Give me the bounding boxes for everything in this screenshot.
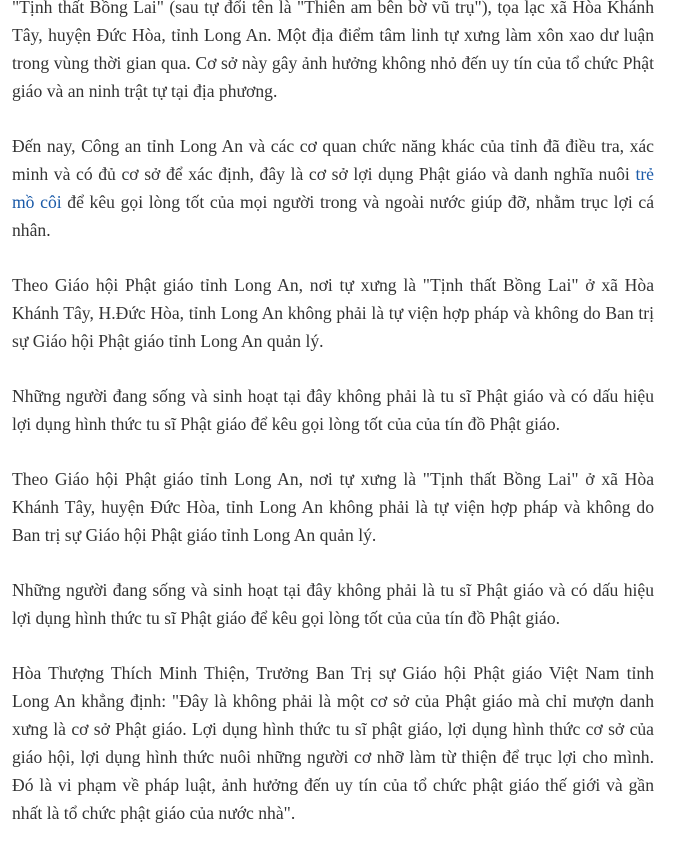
- paragraph-text: Đến nay, Công an tỉnh Long An và các cơ quan chức năng khác của tỉnh đã điều tra, xác minh và có đủ cơ sở để xác định, đây là cơ sở lợi dụng Phật giáo và danh nghĩa nuôi: [12, 136, 654, 184]
- paragraph-text: để kêu gọi lòng tốt của mọi người trong và ngoài nước giúp đỡ, nhằm trục lợi cá nhân.: [12, 192, 655, 240]
- article-body: [12, 0, 654, 854]
- article-paragraph-7: Hòa Thượng Thích Minh Thiện, Trưởng Ban Trị sự Giáo hội Phật giáo Việt Nam tỉnh Long An khẳng định: "Đây là không phải là một cơ sở của Phật giáo mà chỉ mượn danh xưng là cơ sở Phật giáo. Lợi dụng hình thức tu sĩ phật giáo, lợi dụng hình thức cơ sở của giáo hội, lợi dụng hình thức nuôi những người cơ nhỡ làm từ thiện để trục lợi cho mình. Đó là vi phạm về pháp luật, ảnh hưởng đến uy tín của tổ chức phật giáo thế giới và gần nhất là tổ chức phật giáo của nước nhà".: [12, 663, 654, 823]
- article-paragraph-4: Những người đang sống và sinh hoạt tại đây không phải là tu sĩ Phật giáo và có dấu hiệu lợi dụng hình thức tu sĩ Phật giáo để kêu gọi lòng tốt của của tín đồ Phật giáo.: [12, 386, 654, 434]
- article-paragraph-3: Theo Giáo hội Phật giáo tỉnh Long An, nơi tự xưng là "Tịnh thất Bồng Lai" ở xã Hòa Khánh Tây, H.Đức Hòa, tỉnh Long An không phải là tự viện hợp pháp và không do Ban trị sự Giáo hội Phật giáo tỉnh Long An quản lý.: [12, 275, 654, 351]
- orphan-children-link[interactable]: trẻ mồ côi: [12, 164, 654, 212]
- article-paragraph-6: Những người đang sống và sinh hoạt tại đây không phải là tu sĩ Phật giáo và có dấu hiệu lợi dụng hình thức tu sĩ Phật giáo để kêu gọi lòng tốt của của tín đồ Phật giáo.: [12, 580, 654, 628]
- article-paragraph-2: [12, 132, 654, 244]
- article-paragraph-5: Theo Giáo hội Phật giáo tỉnh Long An, nơi tự xưng là "Tịnh thất Bồng Lai" ở xã Hòa Khánh Tây, huyện Đức Hòa, tỉnh Long An không phải là tự viện hợp pháp và không do Ban trị sự Giáo hội Phật giáo tỉnh Long An quản lý.: [12, 469, 654, 545]
- article-paragraph-1: "Tịnh thất Bồng Lai" (sau tự đổi tên là "Thiên am bên bờ vũ trụ"), tọa lạc xã Hòa Khánh Tây, huyện Đức Hòa, tỉnh Long An. Một địa điểm tâm linh tự xưng làm xôn xao dư luận trong vùng thời gian qua. Cơ sở này gây ảnh hưởng không nhỏ đến uy tín của tổ chức Phật giáo và an ninh trật tự tại địa phương.: [12, 0, 654, 101]
